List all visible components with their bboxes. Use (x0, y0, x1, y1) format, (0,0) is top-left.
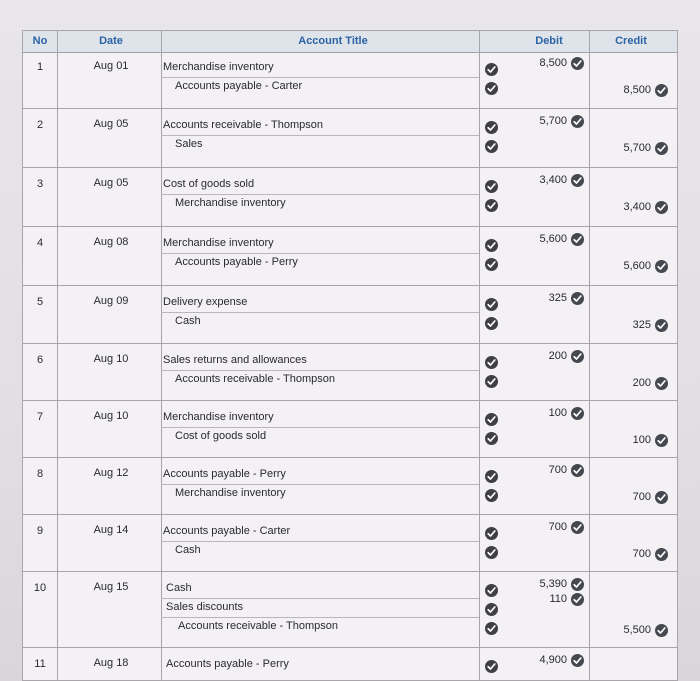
check-icon (655, 491, 668, 504)
debit-amount[interactable]: 325 (548, 292, 567, 304)
entry-date: Aug 14 (93, 524, 129, 536)
row-divider (161, 370, 479, 371)
debit-amount[interactable]: 700 (548, 464, 567, 476)
check-icon (485, 413, 498, 426)
account-title-field[interactable]: Merchandise inventory (163, 237, 274, 249)
row-divider (161, 253, 479, 254)
row-divider (161, 194, 479, 195)
account-title-field[interactable]: Accounts payable - Perry (166, 658, 289, 670)
check-icon (571, 174, 584, 187)
check-icon (485, 199, 498, 212)
check-icon (485, 660, 498, 673)
entry-number: 4 (36, 237, 44, 249)
row-divider (161, 427, 479, 428)
debit-amount[interactable]: 200 (548, 350, 567, 362)
check-icon (485, 180, 498, 193)
account-title-field[interactable]: Sales returns and allowances (163, 354, 307, 366)
account-title-field[interactable]: Merchandise inventory (175, 197, 286, 209)
check-icon (571, 578, 584, 591)
account-title-field[interactable]: Cash (166, 582, 192, 594)
entry-date: Aug 05 (93, 118, 129, 130)
check-icon (571, 521, 584, 534)
check-icon (485, 489, 498, 502)
header-no: No (32, 35, 48, 47)
account-title-field[interactable]: Accounts receivable - Thompson (175, 373, 335, 385)
check-icon (485, 140, 498, 153)
debit-amount[interactable]: 110 (549, 593, 567, 605)
entry-date: Aug 18 (93, 657, 129, 669)
credit-amount[interactable]: 700 (632, 548, 651, 560)
row-divider (161, 484, 479, 485)
header-date: Date (99, 35, 123, 47)
account-title-field[interactable]: Sales discounts (166, 601, 244, 613)
check-icon (485, 603, 498, 616)
check-icon (571, 464, 584, 477)
entry-date: Aug 09 (93, 295, 129, 307)
credit-amount[interactable]: 3,400 (623, 201, 651, 213)
check-icon (485, 121, 498, 134)
row-divider (161, 617, 479, 618)
table-row (23, 229, 678, 286)
credit-amount[interactable]: 5,700 (623, 142, 651, 154)
check-icon (655, 434, 668, 447)
journal-table (22, 30, 678, 681)
header-account-title: Account Title (298, 35, 368, 47)
account-title-field[interactable]: Cost of goods sold (163, 178, 255, 190)
check-icon (485, 82, 498, 95)
check-icon (485, 622, 498, 635)
account-title-field[interactable]: Delivery expense (163, 296, 248, 308)
debit-amount[interactable]: 4,900 (539, 654, 567, 666)
check-icon (571, 233, 584, 246)
check-icon (485, 63, 498, 76)
account-title-field[interactable]: Merchandise inventory (163, 411, 274, 423)
account-title-field[interactable]: Sales (175, 138, 203, 150)
header-debit: Debit (535, 35, 563, 47)
check-icon (485, 356, 498, 369)
check-icon (485, 317, 498, 330)
entry-number: 10 (33, 582, 47, 594)
entry-number: 9 (36, 525, 44, 537)
credit-amount[interactable]: 5,500 (623, 624, 651, 636)
credit-amount[interactable]: 325 (632, 319, 651, 331)
table-row (23, 650, 678, 681)
check-icon (655, 142, 668, 155)
entry-number: 7 (36, 411, 44, 423)
account-title-field[interactable]: Cost of goods sold (175, 430, 267, 442)
table-row (23, 288, 678, 344)
entry-number: 5 (36, 296, 44, 308)
account-title-field[interactable]: Accounts payable - Carter (175, 80, 303, 92)
check-icon (485, 239, 498, 252)
check-icon (655, 624, 668, 637)
entry-date: Aug 10 (93, 353, 129, 365)
account-title-field[interactable]: Cash (175, 544, 201, 556)
debit-amount[interactable]: 8,500 (539, 57, 567, 69)
account-title-field[interactable]: Merchandise inventory (163, 61, 274, 73)
entry-date: Aug 10 (93, 410, 129, 422)
table-row (23, 170, 678, 227)
debit-amount[interactable]: 5,390 (539, 578, 567, 590)
debit-amount[interactable]: 5,700 (539, 115, 567, 127)
check-icon (655, 377, 668, 390)
check-icon (485, 584, 498, 597)
table-row (23, 111, 678, 168)
check-icon (485, 470, 498, 483)
entry-date: Aug 08 (93, 236, 129, 248)
check-icon (485, 527, 498, 540)
credit-amount[interactable]: 200 (632, 377, 651, 389)
table-row (23, 346, 678, 401)
check-icon (655, 548, 668, 561)
table-row (23, 574, 678, 648)
header-credit: Credit (615, 35, 647, 47)
row-divider (161, 312, 479, 313)
table-row (23, 403, 678, 458)
check-icon (485, 375, 498, 388)
check-icon (655, 84, 668, 97)
table-row (23, 53, 678, 109)
account-title-field[interactable]: Accounts payable - Carter (163, 525, 291, 537)
debit-amount[interactable]: 3,400 (539, 174, 567, 186)
check-icon (571, 350, 584, 363)
check-icon (571, 57, 584, 70)
check-icon (655, 319, 668, 332)
row-divider (161, 77, 479, 78)
check-icon (571, 654, 584, 667)
check-icon (571, 115, 584, 128)
check-icon (655, 201, 668, 214)
account-title-field[interactable]: Accounts receivable - Thompson (163, 119, 323, 131)
table-row (23, 517, 678, 572)
check-icon (571, 593, 584, 606)
entry-date: Aug 01 (93, 60, 129, 72)
account-title-field[interactable]: Accounts payable - Perry (175, 256, 298, 268)
check-icon (571, 292, 584, 305)
credit-amount[interactable]: 5,600 (623, 260, 651, 272)
check-icon (485, 546, 498, 559)
account-title-field[interactable]: Accounts payable - Perry (163, 468, 286, 480)
table-header (23, 31, 678, 53)
row-divider (161, 541, 479, 542)
entry-date: Aug 15 (93, 581, 129, 593)
credit-amount[interactable]: 100 (632, 434, 651, 446)
account-title-field[interactable]: Cash (175, 315, 201, 327)
debit-amount[interactable]: 100 (548, 407, 567, 419)
entry-number: 2 (36, 119, 44, 131)
entry-number: 6 (36, 354, 44, 366)
row-divider (161, 598, 479, 599)
entry-number: 3 (36, 178, 44, 190)
entry-number: 11 (34, 658, 46, 670)
check-icon (485, 432, 498, 445)
debit-amount[interactable]: 5,600 (539, 233, 567, 245)
entry-number: 1 (36, 61, 44, 73)
table-row (23, 460, 678, 515)
credit-amount[interactable]: 8,500 (623, 84, 651, 96)
credit-amount[interactable]: 700 (632, 491, 651, 503)
account-title-field[interactable]: Merchandise inventory (175, 487, 286, 499)
account-title-field[interactable]: Accounts receivable - Thompson (178, 620, 338, 632)
check-icon (655, 260, 668, 273)
entry-date: Aug 12 (93, 467, 129, 479)
check-icon (485, 258, 498, 271)
check-icon (571, 407, 584, 420)
entry-date: Aug 05 (93, 177, 129, 189)
check-icon (485, 298, 498, 311)
row-divider (161, 135, 479, 136)
entry-number: 8 (36, 468, 44, 480)
debit-amount[interactable]: 700 (548, 521, 567, 533)
